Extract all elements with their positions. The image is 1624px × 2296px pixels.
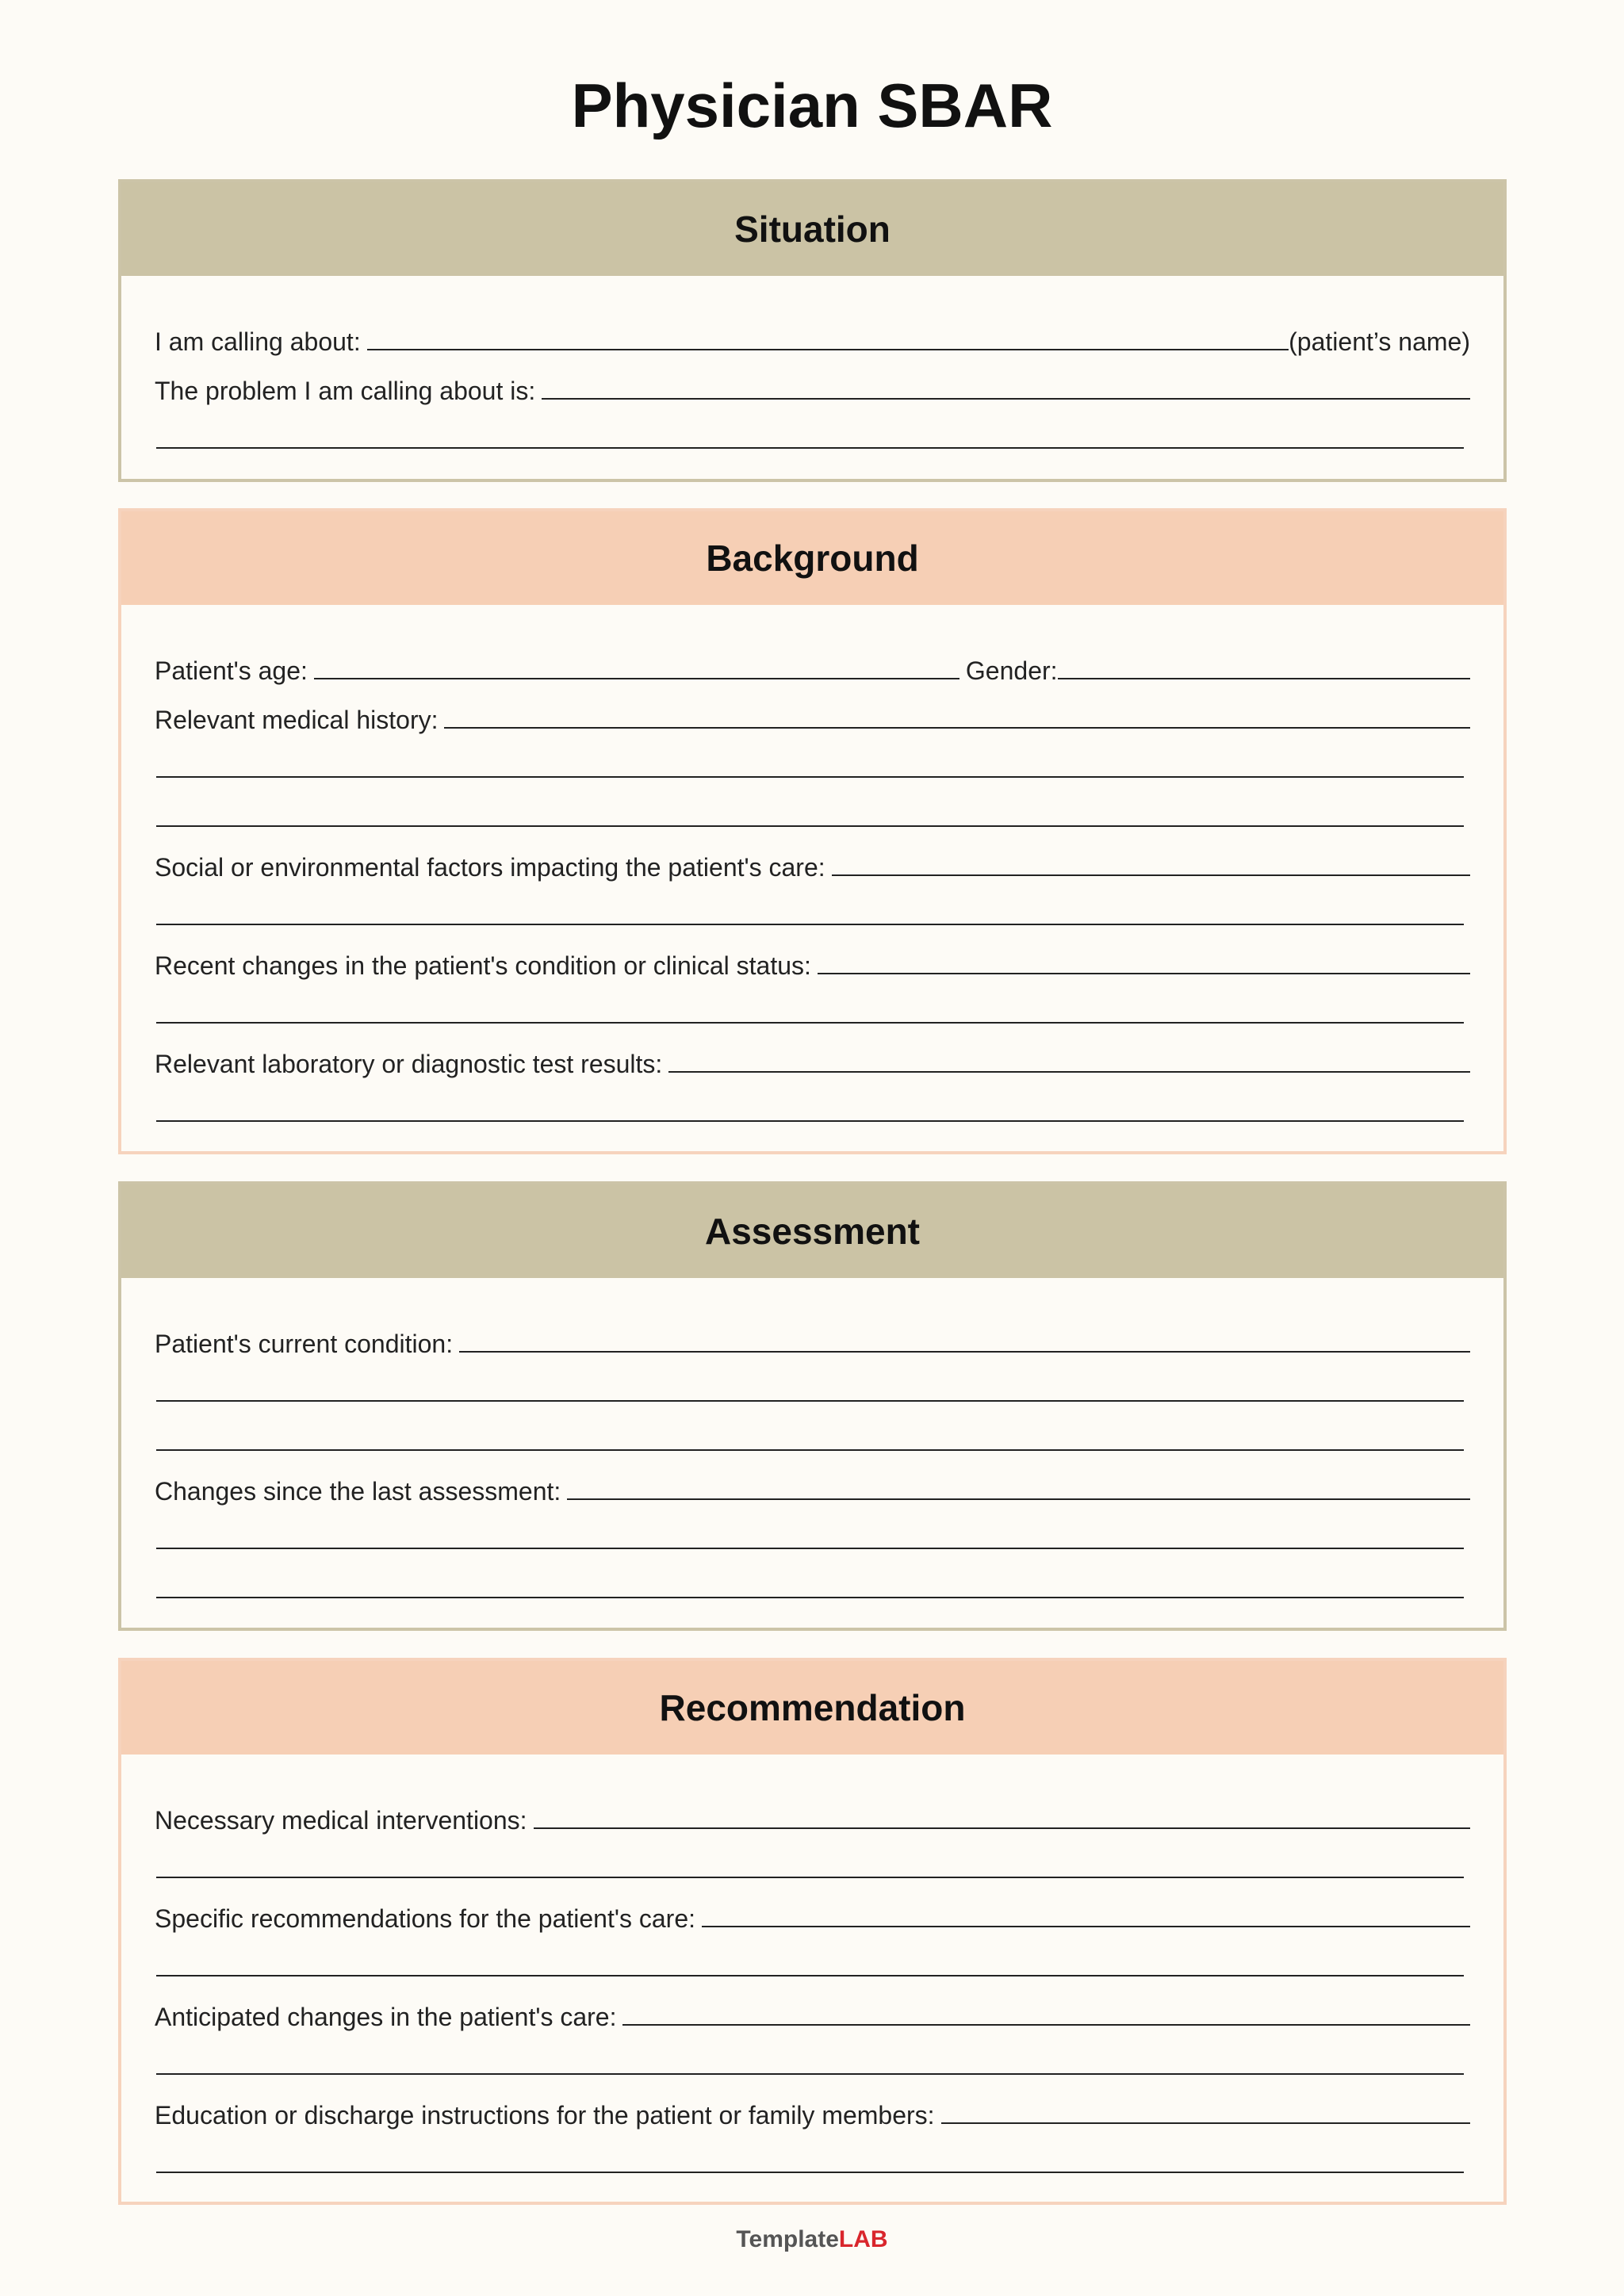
calling-about-label: I am calling about: <box>155 327 361 356</box>
interventions-field-line-2[interactable] <box>156 1876 1464 1878</box>
history-field-line-3[interactable] <box>156 825 1464 827</box>
condition-field[interactable] <box>459 1350 1470 1353</box>
interventions-label: Necessary medical interventions: <box>155 1806 527 1835</box>
history-field[interactable] <box>444 726 1470 729</box>
situation-heading: Situation <box>121 182 1503 276</box>
condition-row-2 <box>155 1360 1470 1410</box>
anticipated-row <box>155 1984 1470 2034</box>
age-field[interactable] <box>314 677 959 679</box>
patient-name-hint: (patient’s name) <box>1289 327 1470 356</box>
lab-field-line-2[interactable] <box>156 1119 1464 1122</box>
background-heading: Background <box>121 511 1503 605</box>
assessment-heading: Assessment <box>121 1184 1503 1278</box>
interventions-row-2 <box>155 1837 1470 1886</box>
interventions-field[interactable] <box>534 1827 1470 1829</box>
calling-about-row <box>155 309 1470 358</box>
education-label: Education or discharge instructions for the patient or family members: <box>155 2101 935 2130</box>
anticipated-field-line-2[interactable] <box>156 2072 1464 2075</box>
social-field[interactable] <box>832 874 1470 876</box>
assessment-changes-row-2 <box>155 1508 1470 1557</box>
history-row-3 <box>155 786 1470 835</box>
lab-row-2 <box>155 1081 1470 1130</box>
assessment-section <box>118 1181 1507 1631</box>
brand-lab: LAB <box>838 2226 888 2252</box>
social-row-2 <box>155 884 1470 933</box>
social-row <box>155 835 1470 884</box>
condition-field-line-2[interactable] <box>156 1399 1464 1402</box>
social-field-line-2[interactable] <box>156 923 1464 925</box>
lab-label: Relevant laboratory or diagnostic test results: <box>155 1050 663 1078</box>
specific-row <box>155 1886 1470 1935</box>
problem-row <box>155 358 1470 408</box>
assessment-changes-field[interactable] <box>567 1498 1470 1500</box>
changes-label: Recent changes in the patient's condition or clinical status: <box>155 951 811 980</box>
changes-row <box>155 933 1470 982</box>
condition-field-line-3[interactable] <box>156 1448 1464 1451</box>
history-row <box>155 687 1470 737</box>
problem-field-line-2[interactable] <box>156 446 1464 449</box>
patient-name-field[interactable] <box>367 348 1289 350</box>
problem-label: The problem I am calling about is: <box>155 377 536 405</box>
anticipated-label: Anticipated changes in the patient's care: <box>155 2003 617 2031</box>
recommendation-heading: Recommendation <box>121 1661 1503 1755</box>
templatelab-logo <box>0 2226 1624 2253</box>
gender-field[interactable] <box>1058 677 1470 679</box>
lab-row <box>155 1031 1470 1081</box>
history-row-2 <box>155 737 1470 786</box>
situation-section <box>118 179 1507 482</box>
brand-template: Template <box>736 2226 839 2252</box>
age-label: Patient's age: <box>155 656 308 685</box>
education-row <box>155 2083 1470 2132</box>
education-field[interactable] <box>941 2122 1470 2124</box>
condition-label: Patient's current condition: <box>155 1330 454 1358</box>
assessment-changes-field-line-2[interactable] <box>156 1547 1464 1549</box>
specific-label: Specific recommendations for the patient's care: <box>155 1904 695 1933</box>
recommendation-section <box>118 1658 1507 2205</box>
condition-row-3 <box>155 1410 1470 1459</box>
history-field-line-2[interactable] <box>156 775 1464 778</box>
changes-field[interactable] <box>818 972 1470 974</box>
problem-field[interactable] <box>542 397 1470 400</box>
anticipated-field[interactable] <box>622 2023 1470 2026</box>
specific-field[interactable] <box>702 1925 1470 1927</box>
changes-field-line-2[interactable] <box>156 1021 1464 1024</box>
lab-field[interactable] <box>668 1070 1470 1073</box>
assessment-changes-field-line-3[interactable] <box>156 1596 1464 1598</box>
changes-row-2 <box>155 982 1470 1031</box>
history-label: Relevant medical history: <box>155 706 439 734</box>
background-section <box>118 508 1507 1154</box>
page-title: Physician SBAR <box>571 71 1053 140</box>
condition-row <box>155 1311 1470 1360</box>
specific-row-2 <box>155 1935 1470 1984</box>
specific-field-line-2[interactable] <box>156 1974 1464 1976</box>
problem-continuation-row <box>155 408 1470 457</box>
age-gender-row <box>155 638 1470 687</box>
interventions-row <box>155 1788 1470 1837</box>
assessment-changes-row <box>155 1459 1470 1508</box>
assessment-changes-label: Changes since the last assessment: <box>155 1477 561 1506</box>
assessment-changes-row-3 <box>155 1557 1470 1606</box>
education-row-2 <box>155 2132 1470 2181</box>
social-label: Social or environmental factors impacting the patient's care: <box>155 853 825 882</box>
gender-label: Gender: <box>965 656 1058 685</box>
education-field-line-2[interactable] <box>156 2171 1464 2173</box>
anticipated-row-2 <box>155 2034 1470 2083</box>
